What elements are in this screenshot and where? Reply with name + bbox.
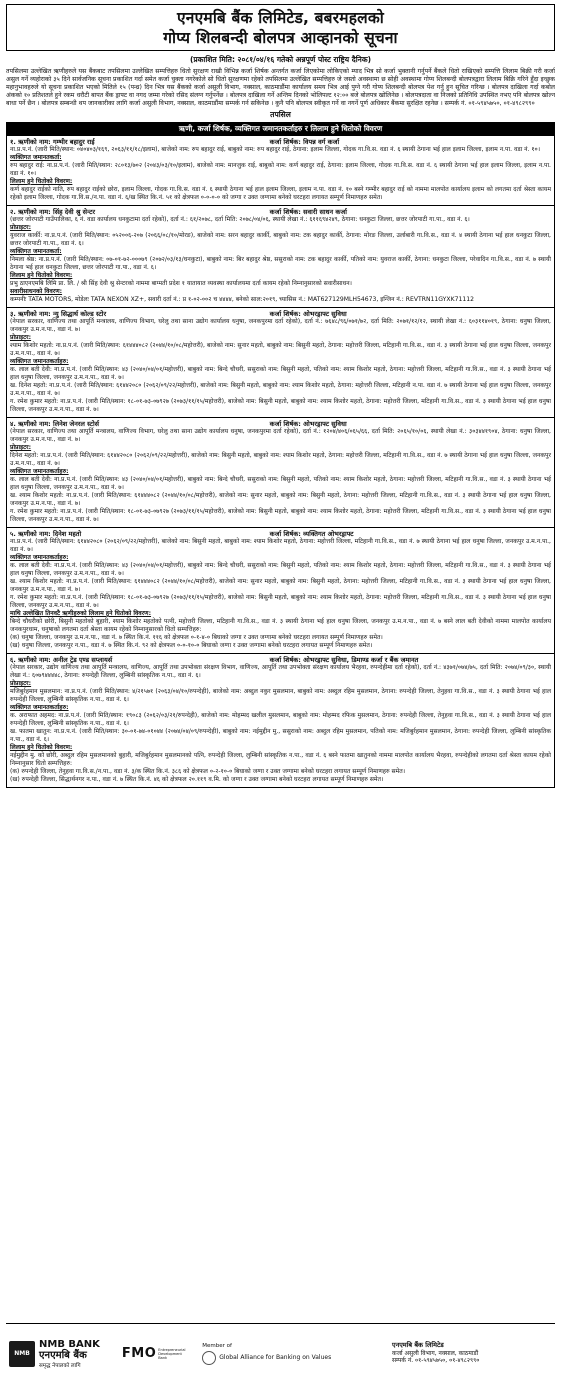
detail-text: क. लाल बती देवी: ना.प्र.प.नं. (जारी मिति/स्थान: ४३ (२०४०/०४/०१/महोत्तरी), बाबुको नाम: बिन्दे चौधरी, ससुराको नाम: बिसुनी महतो, पतिको नाम: श्याम किशोर महतो, ठेगाना: महोत्तरी जिल्ला, मटिहानी गा.वि.स., वडा नं. ३ स्थायी ठेगाना भई हाल धनुषा जिल्ला, जनकपुर उ.म.न.पा., वडा नं. ७। (10, 562, 551, 578)
detail-text: ख. श्याम किशोर महतो: ना.प्र.प.नं. (जारी मिति/स्थान: ६१४४४०८२ (२०४४/१०/०८/महोत्तरी), बाजेको नाम: सुनार महतो, बाबुको नाम: बिसुनी महतो, ठेगाना: महोत्तरी जिल्ला, मटिहानी गा.वि.स., वडा नं. ३ स्थायी ठेगाना भई हाल धनुषा जिल्ला, जनकपुर उ.म.न.पा., वडा नं. ७। (10, 578, 551, 594)
detail-text: ख. श्याम किशोर महतो: ना.प्र.प.नं. (जारी मिति/स्थान: ६१४४४०८२ (२०४४/१०/०८/महोत्तरी), बाजेको नाम: सुनार महतो, बाबुको नाम: बिसुनी महतो, ठेगाना: महोत्तरी जिल्ला, मटिहानी गा.वि.स., वडा नं. ३ स्थायी ठेगाना भई हाल धनुषा जिल्ला, जनकपुर उ.म.न.पा., वडा नं. ७। (10, 492, 551, 508)
fmo-name: FMO (121, 1346, 157, 1361)
detail-text: (क) धनुषा जिल्ला, जनकपुर उ.म.न.पा., वडा नं. ७ स्थित कि.नं. ११६ को क्षेत्रफल ०-१-४-० बिघाको जग्गा र उक्त जग्गामा बनेको घरटहरा लगायत सम्पूर्ण निमाणहरु समेत। (10, 634, 383, 642)
borrower-name: ५. ऋणीको नाम: दिनेश महतो (10, 530, 82, 539)
detail-text: क. अराफात अहमद: ना.प्र.प.नं. (जारी मिति/स्थान: १९०८३ (२०६२/०३/२१/रुपन्देही), बाजेको नाम: मोहम्मद खलील मुसलमान, बाबुको नाम: मोहम्मद रफिक मुसलमान, ठेगाना: रुपन्देही जिल्ला, तेनुहवा गा.वि.स., वडा नं. ३ स्थायी ठेगाना भई हाल रुपन्देही जिल्ला, लुम्बिनी सांस्कृतिक न.पा., वडा नं. ६। (10, 712, 551, 728)
section-label: माथि उल्लेखित तिनवटै ऋणीहरुको लिलाम हुने धितोको विवरण: (10, 610, 152, 618)
footer (6, 1323, 555, 1383)
address-contact: सम्पर्क नं. ०१-५९४५७५०, ०१-४९८२९९० (392, 1357, 480, 1365)
section-label: प्रोप्राइटर: (10, 334, 32, 342)
loan-title: कर्जा शिर्षक: सवारी साधन कर्जा (269, 208, 347, 217)
detail-text: ना.प्र.प.नं. (जारी मिति/स्थान: ०४०४०३/१६९, २०६३/११/१८/इलाम), बाजेको नाम: रुप बहादुर राई, बाबुको नाम: रुप बहादुर राई, ठेगाना: इलाम जिल्ला, गोदक गा.वि.स. वडा नं. ६ स्थायी ठेगाना भई हाल इलाम जिल्ला, इलाम न.पा. वडा नं. १०। (10, 146, 541, 154)
member-of-label: Member of (202, 1342, 232, 1349)
section-label: व्यक्तिगत जमानतकर्ता: (10, 248, 62, 256)
section-label: प्रोप्राइटर: (10, 224, 32, 232)
borrower-name: २. ऋणीको नाम: सिंह देवी श्रु सेन्टर (10, 208, 96, 217)
loan-title: कर्जा शिर्षक: विपन्न वर्ग कर्जा (269, 138, 340, 147)
detail-text: नईमुद्दीन मु. को छोरी, अब्दुल रहिम मुसलमानको बुहारी, मजिबुर्रहमान मुसलमानको पत्नि, रुपन्देही जिल्ला, लुम्बिनी सांस्कृतिक न.पा., वडा नं. ६ बस्ने फातमा खातुनको नाममा मालपोत कार्यालय भैरहवा, रुपन्देहीको लगतमा दर्ता श्रेस्ता कायम रहेको निम्नानुसार धितो सम्पत्तिहरु: (10, 752, 551, 768)
section-label: व्यक्तिगत जमानतकर्ताहरु: (10, 358, 69, 366)
detail-text: (नेपाल सरकार, उद्योग वाणिज्य तथा आपूर्ति मन्त्रालय, वाणिज्य, आपूर्ति तथा उपभोक्ता संरक्षण विभाग, वाणिज्य, आपूर्ति तथा उपभोक्ता संरक्षण कार्यालय भैरहवा, रुपन्देहीमा दर्ता रहेको), दर्ता नं.: ४३७१/०७४/७५, दर्ता मिति: २०७४/०९/३०, स्थायी लेखा नं.: ६०७९४४४४८, ठेगाना: रुपन्देही जिल्ला, लुम्बिनी सांस्कृतिक न.पा., वडा नं. ६। (10, 664, 551, 680)
details-header-bar: ऋणी, कर्जा शिर्षक, व्यक्तिगत जमानतकर्ताहरु र लिलाम हुने धितोको विवरण (6, 122, 555, 136)
detail-text: ख. दिनेश महतो: ना.प्र.प.नं. (जारी मिति/स्थान: ६१४४२०८० (२०६२/०९/२२/महोत्तरी), बाजेको नाम: बिसुनी महतो, बाबुको नाम: श्याम किशोर महतो, ठेगाना: महोत्तरी जिल्ला, मटिहानी न.पा. वडा नं. ७ स्थायी ठेगाना भई हाल धनुषा जिल्ला, जनकपुर उ.म.न.पा., वडा नं. ७। (10, 382, 551, 398)
bank-tagline: समृद्ध नेपालको लागि (39, 1362, 81, 1369)
bank-name-en: NMB BANK (39, 1338, 100, 1350)
fmo-sub: Entrepreneurial Development Bank (158, 1347, 186, 1360)
notice-title-line1: एनएमबि बैंक लिमिटेड, बबरमहलको (177, 9, 384, 27)
detail-text: क. लाल बती देवी: ना.प्र.प.नं. (जारी मिति/स्थान: ४३ (२०४०/०४/०१/महोत्तरी), बाबुको नाम: बिन्दे चौधरी, ससुराको नाम: बिसुनी महतो, पतिको नाम: श्याम किशोर महतो, ठेगाना: महोत्तरी जिल्ला, मटिहानी गा.वि.स., वडा नं. ३ स्थायी ठेगाना भई हाल धनुषा जिल्ला, जनकपुर उ.म.न.पा., वडा नं. ७। (10, 476, 551, 492)
nmb-logo-icon: NMB (9, 1341, 35, 1367)
detail-text: ग. रमेश कुमार महतो: ना.प्र.प.नं. (जारी मिति/स्थान: १८-०१-७३-०७९२७ (२०७३/११/१५/महोत्तरी), बाजेको नाम: बिसुनी महतो, बाबुको नाम: श्याम किशोर महतो, ठेगाना: महोत्तरी जिल्ला, मटिहानी गा.वि.स., वडा नं. ३ स्थायी ठेगाना भई हाल धनुषा जिल्ला, जनकपुर उ.म.न.पा., वडा नं. ७। (10, 594, 551, 610)
loan-title: कर्जा शिर्षक: ओभरड्राफ्ट सुविधा (269, 420, 347, 429)
section-label: व्यक्तिगत जमानतकर्ताहरु: (10, 704, 69, 712)
entry-4 (6, 418, 555, 528)
notice-title-line2: गोप्य शिलबन्दी बोलपत्र आव्हानको सूचना (163, 29, 398, 47)
borrower-name: ३. ऋणीको नाम: न्यु सिद्धार्थ कोल्ड स्टोर (10, 310, 107, 319)
detail-text: बिन्दे चौधरीको छोरी, बिसुनी महतोको बुहारी, श्याम किशोर महतोको पत्नी, महोत्तरी जिल्ला, मटिहानी गा.वि.स., वडा नं. ३ स्थायी ठेगाना भई हाल धनुषा जिल्ला, जनकपुर उ.म.न.पा., वडा नं. ७ बस्ने लाल बती देवीको नाममा मालपोत कार्यालय जनकपुरधाम, धनुषाको लगतमा दर्ता श्रेस्ता कायम रहेको निम्नानुसारको धितो सम्पत्तिहरु: (10, 618, 551, 634)
detail-text: रुप बहादुर राई: ना.प्र.प.नं. (जारी मिति/स्थान: २८०१३/७०२ (२०४३/०३/१०/इलाम), बाजेको नाम: मानजुक राई, बाबुको नाम: कर्ण बहादुर राई, ठेगाना: इलाम जिल्ला, गोदक गा.वि.स. वडा नं. ६ स्थायी ठेगाना भई हाल इलाम जिल्ला, इलाम न.पा. वडा नं. १०। (10, 162, 551, 178)
section-label: लिलाम हुने धितोको विवरण: (10, 178, 73, 186)
section-label: व्यक्तिगत जमानतकर्ता: (10, 154, 62, 162)
detail-text: (नेपाल सरकार, वाणिज्य तथा आपूर्ति मन्त्रालय, वाणिज्य विभाग, घरेलु तथा साना उद्योग कार्यालय धनुषा, जनकपुरमा दर्ता रहेको), दर्ता नं.: १२०४/४०६/०६५/६६, दर्ता मिति: २०६५/१०/०६, स्थायी लेखा नं.: ३०३४४१९०४, ठेगाना: धनुषा जिल्ला, जनकपुर उ.म.न.पा., वडा नं. ७। (10, 428, 551, 444)
fmo-logo (122, 1346, 188, 1361)
detail-text: मजिबुर्रहमान मुसलमान: ना.प्र.प.नं. (जारी मिति/स्थान: ४/२१५७१ (२०६३/०४/१०/रुपन्देही), बाजेको नाम: अब्दुल नकुर मुसलमान, बाबुको नाम: अब्दुल रहिम मुसलमान, ठेगाना: रुपन्देही जिल्ला, तेनुहवा गा.वि.स., वडा नं. ३ स्थायी ठेगाना भई हाल रुपन्देही जिल्ला, लुम्बिनी सांस्कृतिक न.पा., वडा नं. ६। (10, 688, 551, 704)
entry-3 (6, 308, 555, 418)
notice-page (6, 4, 555, 1383)
section-label: लिलाम हुने धितोको विवरण: (10, 744, 73, 752)
publication-note: (प्रकाशित मिति: २०८१/०४/१६ गतेको अन्नपूर्ण पोस्ट राष्ट्रिय दैनिक) (189, 55, 372, 64)
detail-text: (ख) रुपन्देही जिल्ला, सिद्धार्थनगर न.पा., वडा नं. ७ स्थित कि.नं. ४६ को क्षेत्रफल २०.११९ व.मि. को जग्गा र उक्त जग्गामा बनेको घरटहरा लगायत सम्पूर्ण निमाणहरु समेत। (10, 776, 384, 784)
nmb-brand (9, 1339, 100, 1369)
schedule-label: तपसिल (270, 110, 291, 120)
detail-text: प्रभु ठाएनएमबि लिमि प्रा. लि. / श्री सिंह देवी श्रु सेन्टरको नाममा बाग्मती प्रदेश १ यातायात व्यवस्था कार्यालयमा दर्ता कायम रहेको निम्नानुसारको सवारीसाधन। (10, 280, 352, 288)
borrower-name: १. ऋणीको नाम: गम्भीर बहादुर राई (10, 138, 95, 147)
detail-text: कम्पनीः TATA MOTORS, मोडेलः TATA NEXON XZ+, सवारी दर्ता नं.: प्र १-०२-००२ च ४४४४, बनेको साल:२०१९, च्यासिस नं.: MAT627129MLH54673, इन्जिन नं.: REVTRN11GYXK71112 (10, 296, 474, 304)
entry-5 (6, 528, 555, 654)
detail-text: (ख) धनुषा जिल्ला, जनकपुर न.पा., वडा नं. ७ स्थित कि.नं. ९२ को क्षेत्रफल ०-०-१०-० बिघाको जग्गा र उक्त जग्गामा बनेको घरटहरा लगायत सम्पूर्ण निमाणहरु समेत। (10, 642, 373, 650)
detail-text: क. लाल बती देवी: ना.प्र.प.नं. (जारी मिति/स्थान: ४३ (२०४०/०४/०१/महोत्तरी), बाबुको नाम: बिन्दे चौधरी, ससुराको नाम: बिसुनी महतो, पतिको नाम: श्याम किशोर महतो, ठेगाना: महोत्तरी जिल्ला, मटिहानी गा.वि.स., वडा नं. ३ स्थायी ठेगाना भई हाल धनुषा जिल्ला, जनकपुर उ.म.न.पा., वडा नं. ७। (10, 366, 551, 382)
entry-1 (6, 136, 555, 206)
loan-title: कर्जा शिर्षक: ओभरड्राफ्ट सुविधा (269, 310, 347, 319)
detail-text: श्याम किशोर महतो: ना.प्र.प.नं. (जारी मिति/स्थान: ६१४४४०८२ (२०४४/१०/०८/महोत्तरी), बाजेको नाम: सुनार महतो, बाबुको नाम: बिसुनी महतो, ठेगाना: महोत्तरी जिल्ला, मटिहानी गा.वि.स., वडा नं. ३ स्थायी ठेगाना भई हाल धनुषा जिल्ला, जनकपुर उ.म.न.पा., वडा नं. ७। (10, 342, 551, 358)
detail-text: ग. रमेश कुमार महतो: ना.प्र.प.नं. (जारी मिति/स्थान: १८-०१-७३-०७९२७ (२०७३/११/१५/महोत्तरी), बाजेको नाम: बिसुनी महतो, बाबुको नाम: श्याम किशोर महतो, ठेगाना: महोत्तरी जिल्ला, मटिहानी गा.वि.स., वडा नं. ३ स्थायी ठेगाना भई हाल धनुषा जिल्ला, जनकपुर उ.म.न.पा., वडा नं. ७। (10, 398, 551, 414)
loan-title: कर्जा शिर्षक: व्यक्तिगत ओभरड्राफ्ट (269, 530, 354, 539)
title-box (6, 4, 555, 51)
gabv-name: Global Alliance for Banking on Values (219, 1354, 332, 1361)
entries-list (6, 136, 555, 788)
member-of (202, 1343, 331, 1365)
detail-text: ख. फातमा खातुन: ना.प्र.प.नं. (जारी मिति/स्थान: ३०-०१-७४-०१०४४ (२०७४/०४/०९/रुपन्देही), बाबुको नाम: नईमुद्दीन मु., ससुराको नाम: अब्दुल रहिम मुसलमान, पतिको नाम: मजिबुर्रहमान मुसलमान, ठेगाना: रुपन्देही जिल्ला, लुम्बिनी सांस्कृतिक न.पा., वडा नं. ६। (10, 728, 551, 744)
borrower-name: ४. ऋणीको नाम: लिनेश जेनरल स्टोर्स (10, 420, 100, 429)
section-label: लिलाम हुने धितोको विवरण: (10, 272, 73, 280)
bank-name-np: एनएमबि बैंक (39, 1349, 87, 1361)
loan-title: कर्जा शिर्षक: ओभरड्राफ्ट सुविधा, डिमाण्ड कर्जा र बैंक जमानत (269, 656, 419, 665)
address-department: कर्जा असुली विभाग, नक्साल, काठमाडौं (392, 1349, 479, 1357)
contact-address (392, 1342, 552, 1365)
gabv-logo-icon (202, 1351, 216, 1365)
detail-text: दिनेश महतो: ना.प्र.प.नं. (जारी मिति/स्थान: ६१४४२०८० (२०६२/०९/२२/महोत्तरी), बाजेको नाम: बिसुनी महतो, बाबुको नाम: श्याम किशोर महतो, ठेगाना: महोत्तरी जिल्ला, मटिहानी गा.वि.स., वडा नं. ७ स्थायी ठेगाना भई हाल धनुषा जिल्ला, जनकपुर उ.म.न.पा., वडा नं. ७। (10, 452, 551, 468)
entry-6 (6, 654, 555, 788)
section-label: व्यक्तिगत जमानतकर्ताहरु: (10, 468, 69, 476)
borrower-name: ६. ऋणीको नाम: अनील ट्रेड एण्ड सप्लायर्स (10, 656, 113, 665)
detail-text: निमला श्रेष्ठ: ना.प्र.प.नं. (जारी मिति/स्थान: ०७-०१-७२-०००७९ (२०७२/०३/१३/धनकुटा), बाबुको नाम: बिर बहादुर श्रेष्ठ, ससुराको नाम: टक बहादुर कार्की, पतिको नाम: युवराज कार्की, ठेगाना: धनकुटा जिल्ला, परेवादिन गा.वि.स., वडा नं. ७ स्थायी ठेगाना भई हाल धनकुटा जिल्ला, छत्तर जोरपाटी गा.पा., वडा नं. ६। (10, 256, 551, 272)
detail-text: (छत्तर जोरपाटी गाउँपालिका, ६ नं. वडा कार्यालय धनकुटामा दर्ता रहेको), दर्ता नं.: ६१/२०७८, दर्ता मिति: २०७८/०४/०६, स्थायी लेखा नं.: ६११६९४२४९, ठेगाना: धनकुटा जिल्ला, छत्तर जोरपाटी गा.पा., वडा नं. ६। (10, 216, 470, 224)
section-label: व्यक्तिगत जमानतकर्ताहरु: (10, 554, 69, 562)
entry-2 (6, 206, 555, 308)
intro-paragraph: तपसिलमा उल्लेखित ऋणीहरुले यस बैंकबाट तपसिलमा उल्लेखित सम्पत्तिहरु धितो सुरक्षण राखी विभिन्न कर्जा शिर्षक अन्तर्गत कर्जा लिएकोमा लोकिएको म्याद भित्र सो कर्जा भुक्तानी गर्नुपर्ने बैंकले धितो राखिएको सम्पत्ति लिलाम बिक्री गरी कर्जा असुल गर्ने व्यहोराको ३५ दिने सार्वजनिक सूचना प्रकाशित गर्दा समेत कर्जा चुक्ता नगरेकोले सो धितो सुरक्षणमा रहेको तपसिलमा उल्लेखित सम्पत्तिहरु जे जस्तो अवस्थामा छ सोही अवस्थामा गोप्य शिलबन्दी बोलपत्रद्वारा लिलाम बिक्रि गरिने हुँदा इच्छुक महानुभावहरुले यो सूचना प्रकाशित भएको मितिले १५ (पन्ध्र) दिन भित्र यस बैंकको कर्जा असुली विभाग, नक्साल, काठमाडौंमा कार्यालय समय भित्र आई पुग्ने गरी गोप्य शिलबन्दी बोलपत्र पेश गर्नु हुन सूचित गरिन्छ । बोलपत्र दाखिला गर्दा कबोल अंकको १० प्रतिशतले हुने रकम धरौटी बापत बैंक ड्राफ्ट वा नगद जम्मा गरेको रसिद संलग्न गर्नुपर्नेछ । बोलपत्र दाखिला गर्ने अन्तिम दिनको भोलिपल्ट १२:०० बजे बोलपत्र खोलिनेछ । बोलपत्रदाता वा निजको प्रतिनिधि उपस्थित नभए पनि बोलपत्र खोल्न बाधा पर्ने छैन । बोलपत्र सम्बन्धी थप जानकारीका लागि कर्जा असुली विभाग, नक्साल, काठमाडौंमा सम्पर्क गर्न सकिनेछ । कुनै पनि बोलपत्र स्वीकृत गर्ने वा नगर्ने पूर्ण अधिकार बैंकमा सुरक्षित रहनेछ । सम्पर्क नं. ०१-५९४५७५०, ०१-४९८२९९० (6, 68, 555, 108)
section-label: सवारीसाधनको विवरण: (10, 288, 63, 296)
detail-text: ना.प्र.प.नं. (जारी मिति/स्थान: ६१४४२०८० (२०६२/०९/२२/महोत्तरी), बाजेको नाम: बिसुनी महतो, बाबुको नाम: श्याम किशोर महतो, ठेगाना: महोत्तरी जिल्ला, मटिहानी गा.वि.स., वडा नं. ७ स्थायी ठेगाना भई हाल धनुषा जिल्ला, जनकपुर उ.म.न.पा., वडा नं. ७। (10, 538, 551, 554)
detail-text: युवराज कार्की: ना.प्र.प.नं. (जारी मिति/स्थान: ०५२००६-२०७ (२०६६/०८/१०/मोरङ), बाजेको नाम: सरन बहादुर कार्की, बाबुको नाम: टक बहादुर कार्की, ठेगाना: मोरङ जिल्ला, उर्लाबारी गा.वि.स., वडा नं. ४ स्थायी ठेगाना भई हाल धनकुटा जिल्ला, छत्तर जोरपाटी गा.पा., वडा नं. ६। (10, 232, 551, 248)
detail-text: (क) रुपन्देही जिल्ला, तेनुहवा गा.वि.स./न.पा., वडा नं. ३/क स्थित कि.नं. ३८६ को क्षेत्रफल ०-२-१०-० बिघाको जग्गा र उक्त जग्गामा बनेको घरटहरा लगायत सम्पूर्ण निमाणहरु समेत। (10, 768, 406, 776)
detail-text: कर्ण बहादुर राईको नाति, रुप बहादुर राईको छोरा, इलाम जिल्ला, गोदक गा.वि.स. वडा नं. ६ स्थायी ठेगाना भई हाल इलाम जिल्ला, इलाम न.पा. वडा नं. १० बस्ने गम्भीर बहादुर राई को नाममा मालपोत कार्यालय इलाम को लगतमा दर्ता श्रेस्ता कायम रहेको इलाम जिल्ला, गोदक गा.वि.स./न.पा. वडा नं. ६/ख स्थित कि.नं. ५१ को क्षेत्रफल ०-०-०-० को जग्गा र उक्त जग्गामा बनेको घरटहरा लगायत सम्पूर्ण निमाणहरु समेत। (10, 186, 551, 202)
section-label: प्रोप्राइटर: (10, 444, 32, 452)
detail-text: (नेपाल सरकार, वाणिज्य तथा आपूर्ति मन्त्रालय, वाणिज्य विभाग, घरेलु तथा साना उद्योग कार्यालय धनुषा, जनकपुरमा दर्ता रहेको), दर्ता नं.: ७६४८/९६/०७१/७२, दर्ता मिति: २०७१/१२/१२, स्थायी लेखा नं.: ६०३११४०१९, ठेगाना: धनुषा जिल्ला, जनकपुर उ.म.न.पा., वडा नं. ७। (10, 318, 551, 334)
section-label: प्रोप्राइटर: (10, 680, 32, 688)
address-bank-name: एनएमबि बैंक लिमिटेड (392, 1341, 444, 1350)
detail-text: ग. रमेश कुमार महतो: ना.प्र.प.नं. (जारी मिति/स्थान: १८-०१-७३-०७९२७ (२०७३/११/१५/महोत्तरी), बाजेको नाम: बिसुनी महतो, बाबुको नाम: श्याम किशोर महतो, ठेगाना: महोत्तरी जिल्ला, मटिहानी गा.वि.स., वडा नं. ३ स्थायी ठेगाना भई हाल धनुषा जिल्ला, जनकपुर उ.म.न.पा., वडा नं. ७। (10, 508, 551, 524)
